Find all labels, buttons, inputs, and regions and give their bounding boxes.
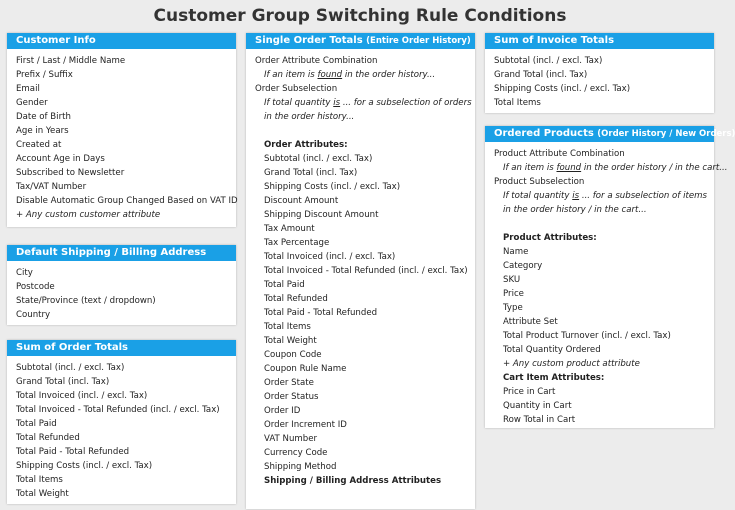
list-item: Age in Years (16, 126, 69, 136)
list-item: Grand Total (incl. Tax) (264, 168, 358, 178)
list-item: Shipping Costs (incl. / excl. Tax) (264, 182, 401, 192)
list-item: SKU (503, 275, 521, 285)
address-card (7, 245, 236, 325)
list-item: Order ID (264, 406, 301, 416)
list-item: Subtotal (incl. / excl. Tax) (16, 363, 125, 373)
list-item: Shipping Costs (incl. / excl. Tax) (494, 84, 631, 94)
subselection-note: If total quantity is ... for a subselection of orders (264, 98, 472, 108)
list-item: Total Paid (16, 419, 57, 429)
list-item: Currency Code (264, 448, 328, 458)
list-item: Prefix / Suffix (16, 70, 73, 80)
single-order-totals-card (246, 33, 475, 509)
list-item: Order Status (264, 392, 319, 402)
list-item: Subtotal (incl. / excl. Tax) (264, 154, 373, 164)
list-item: Subscribed to Newsletter (16, 168, 125, 178)
list-item: Grand Total (incl. Tax) (16, 377, 110, 387)
list-item: Gender (16, 98, 48, 108)
list-item: Row Total in Cart (503, 415, 576, 425)
list-item: Name (503, 247, 529, 257)
subselection-label: Product Subselection (494, 177, 585, 187)
list-item: City (16, 268, 33, 278)
order-attributes-title: Order Attributes: (264, 140, 348, 150)
combination-note: If an item is found in the order history / in the cart... (503, 163, 728, 173)
list-item: Coupon Rule Name (264, 364, 347, 374)
ordered-products-header (485, 126, 735, 142)
ordered-products-list (485, 142, 728, 427)
list-item: Created at (16, 140, 62, 150)
subselection-note-cont: in the order history / in the cart... (503, 205, 647, 215)
list-item: Total Quantity Ordered (503, 345, 601, 355)
list-item: Total Items (16, 475, 63, 485)
ordered-products-header-title: Ordered Products (494, 128, 594, 139)
list-item: Shipping Method (264, 462, 337, 472)
list-item: Country (16, 310, 51, 320)
list-item: Type (503, 303, 523, 313)
list-item: Total Invoiced - Total Refunded (incl. / excl. Tax) (264, 266, 468, 276)
sum-invoice-totals-card (485, 33, 714, 113)
list-item: Total Paid - Total Refunded (264, 308, 378, 318)
address-header: Default Shipping / Billing Address (7, 245, 236, 261)
list-item: Email (16, 84, 40, 94)
list-item: VAT Number (264, 434, 318, 444)
customer-info-header: Customer Info (7, 33, 236, 49)
list-item: Total Invoiced (incl. / excl. Tax) (16, 391, 148, 401)
list-item: Discount Amount (264, 196, 339, 206)
ordered-products-card (485, 126, 735, 428)
sum-order-totals-card (7, 340, 236, 504)
list-item: Order State (264, 378, 314, 388)
list-item: Total Invoiced - Total Refunded (incl. / excl. Tax) (16, 405, 220, 415)
list-item: Total Paid - Total Refunded (16, 447, 130, 457)
list-item: Price (503, 289, 524, 299)
product-attributes-title: Product Attributes: (503, 233, 597, 243)
single-order-totals-list (246, 49, 475, 488)
list-item: Total Invoiced (incl. / excl. Tax) (264, 252, 396, 262)
customer-info-card (7, 33, 236, 227)
combination-note: If an item is found in the order history... (264, 70, 436, 80)
combination-label: Product Attribute Combination (494, 149, 625, 159)
list-item: Order Increment ID (264, 420, 347, 430)
list-item: Category (503, 261, 543, 271)
list-item: Total Paid (264, 280, 305, 290)
list-item: Date of Birth (16, 112, 71, 122)
list-item: State/Province (text / dropdown) (16, 296, 156, 306)
list-item: Shipping Discount Amount (264, 210, 379, 220)
custom-attribute-note: + Any custom product attribute (503, 359, 640, 369)
list-item: Tax Amount (264, 224, 315, 234)
list-item: Tax/VAT Number (16, 182, 87, 192)
list-item: Grand Total (incl. Tax) (494, 70, 588, 80)
list-item: First / Last / Middle Name (16, 56, 126, 66)
sum-order-totals-list (7, 356, 236, 501)
list-item: Subtotal (incl. / excl. Tax) (494, 56, 603, 66)
subselection-note: If total quantity is ... for a subselection of items (503, 191, 707, 201)
single-order-header-subtitle: (Entire Order History) (366, 36, 471, 46)
address-list (7, 261, 236, 322)
list-item: Price in Cart (503, 387, 556, 397)
list-item: Postcode (16, 282, 55, 292)
list-item: Total Weight (16, 489, 69, 499)
list-item: Total Weight (264, 336, 317, 346)
list-item: Total Items (264, 322, 311, 332)
list-item: Account Age in Days (16, 154, 105, 164)
ordered-products-header-subtitle: (Order History / New Orders) (597, 129, 735, 139)
page-title: Customer Group Switching Rule Conditions (153, 6, 567, 26)
sum-invoice-totals-header: Sum of Invoice Totals (485, 33, 714, 49)
sum-invoice-totals-list (485, 49, 714, 110)
subselection-label: Order Subselection (255, 84, 338, 94)
list-item: Coupon Code (264, 350, 322, 360)
list-item: Attribute Set (503, 317, 558, 327)
custom-attribute-note: + Any custom customer attribute (16, 210, 161, 220)
list-item: Quantity in Cart (503, 401, 572, 411)
address-attributes-item: Shipping / Billing Address Attributes (264, 476, 442, 486)
customer-info-list (7, 49, 236, 222)
list-item: Disable Automatic Group Changed Based on VAT ID (16, 196, 238, 206)
list-item: Tax Percentage (264, 238, 330, 248)
cart-attributes-title: Cart Item Attributes: (503, 373, 605, 383)
subselection-note-cont: in the order history... (264, 112, 355, 122)
single-order-totals-header (246, 33, 475, 49)
single-order-header-title: Single Order Totals (255, 35, 363, 46)
sum-order-totals-header: Sum of Order Totals (7, 340, 236, 356)
list-item: Total Items (494, 98, 541, 108)
list-item: Total Product Turnover (incl. / excl. Tax) (503, 331, 671, 341)
list-item: Total Refunded (16, 433, 80, 443)
list-item: Total Refunded (264, 294, 328, 304)
list-item: Shipping Costs (incl. / excl. Tax) (16, 461, 153, 471)
combination-label: Order Attribute Combination (255, 56, 378, 66)
